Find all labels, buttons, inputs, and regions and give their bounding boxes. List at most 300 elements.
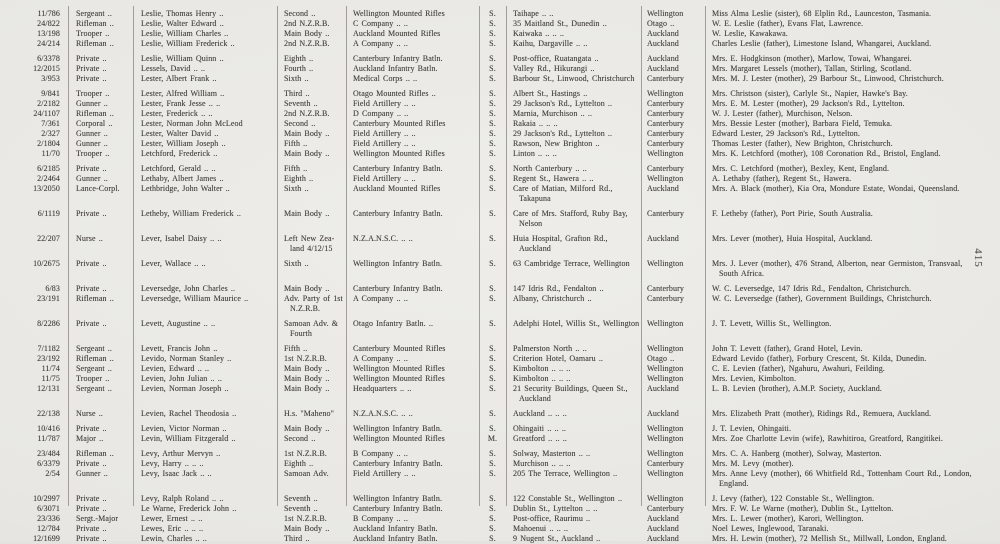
cell-name: Levien, John Julian .. .. (141, 374, 222, 383)
cell-unit: Otago Infantry Batln. .. (353, 319, 434, 328)
cell-draft: Fifth .. (284, 344, 308, 353)
cell-name: Levien, Victor Norman .. (141, 424, 227, 433)
cell-draft: Second .. (284, 9, 316, 18)
cell-name: Leslie, Walter Edward .. (141, 19, 224, 28)
roll-row (18, 504, 985, 514)
cell-unit: D Company .. .. (353, 109, 409, 118)
cell-kin: Edward Lester, 29 Jackson's Rd., Lyttelton. (712, 129, 860, 138)
cell-draft: 2nd N.Z.R.B. (284, 19, 330, 28)
cell-rank: Gunner .. (76, 129, 108, 138)
cell-draft: 2nd N.Z.R.B. (284, 109, 330, 118)
column-divider (479, 6, 480, 506)
cell-serial: 6/3379 (37, 459, 60, 468)
cell-name: Levien, Rachel Theodosia .. (141, 409, 237, 418)
cell-name: Leversedge, John Charles .. (141, 284, 236, 293)
roll-row (18, 354, 985, 364)
cell-serial: 24/214 (37, 39, 60, 48)
cell-draft: Seventh .. (284, 494, 318, 503)
cell-rank: Sergeant .. (76, 364, 112, 373)
cell-rank: Rifleman .. (76, 354, 114, 363)
cell-address: 21 Security Buildings, Queen St., Auckland (513, 384, 628, 403)
cell-kin: Mrs. Levien, Kimbolton. (712, 374, 797, 383)
cell-serial: 2/2464 (37, 174, 60, 183)
cell-letter: S. (489, 164, 496, 173)
cell-serial: 7/361 (41, 119, 60, 128)
cell-address: Kaiwaka .. .. .. (513, 29, 565, 38)
cell-kin: Mrs. Zoe Charlotte Levin (wife), Rawhitiroa, Greatford, Rangitikei. (712, 434, 943, 443)
cell-rank: Private .. (76, 459, 107, 468)
cell-rank: Gunner .. (76, 174, 108, 183)
cell-rank: Private .. (76, 74, 107, 83)
roll-row (18, 209, 985, 229)
row-group (18, 284, 985, 314)
cell-district: Canterbury (647, 139, 684, 148)
cell-kin: W. E. Leslie (father), Evans Flat, Lawrence. (712, 19, 864, 28)
cell-rank: Private .. (76, 209, 107, 218)
roll-row (18, 374, 985, 384)
cell-address: Mahoenui .. .. .. (513, 524, 569, 533)
cell-address: Care of Mrs. Stafford, Ruby Bay, Nelson (513, 209, 628, 228)
cell-district: Auckland (647, 39, 679, 48)
cell-address: Albert St., Hastings .. (513, 89, 588, 98)
cell-serial: 3/953 (41, 74, 60, 83)
cell-district: Auckland (647, 54, 679, 63)
cell-name: Lester, Frederick .. .. (141, 109, 213, 118)
cell-name: Levett, Augustine .. .. (141, 319, 216, 328)
cell-name: Lewer, Ernest .. .. (141, 514, 203, 523)
cell-letter: S. (489, 39, 496, 48)
cell-kin: Thomas Lester (father), New Brighton, Christchurch. (712, 139, 893, 148)
cell-district: Auckland (647, 514, 679, 523)
cell-draft: Samoan Adv. (284, 469, 329, 478)
cell-letter: S. (489, 139, 496, 148)
cell-name: Levido, Norman Stanley .. (141, 354, 232, 363)
cell-district: Canterbury (647, 119, 684, 128)
cell-rank: Gunner .. (76, 99, 108, 108)
cell-address: Kimbolton .. .. .. (513, 364, 571, 373)
cell-kin: Mrs. Margaret Lessels (mother), Tallan, Stirling, Scotland. (712, 64, 912, 73)
cell-letter: S. (489, 259, 496, 268)
cell-rank: Major .. (76, 434, 104, 443)
cell-draft: Seventh .. (284, 504, 318, 513)
cell-draft: 1st N.Z.R.B. (284, 354, 327, 363)
cell-serial: 11/787 (37, 434, 60, 443)
roll-row (18, 29, 985, 39)
row-group (18, 409, 985, 419)
cell-letter: S. (489, 494, 496, 503)
cell-draft: Second .. (284, 119, 316, 128)
cell-letter: S. (489, 384, 496, 393)
cell-serial: 10/416 (37, 424, 60, 433)
cell-serial: 6/3378 (37, 54, 60, 63)
cell-draft: Third .. (284, 534, 310, 543)
cell-serial: 11/74 (41, 364, 60, 373)
cell-draft: H.s. "Maheno" (284, 409, 334, 418)
column-divider (68, 6, 69, 506)
cell-draft: Fifth .. (284, 164, 308, 173)
cell-unit: Field Artillery .. .. (353, 174, 416, 183)
cell-rank: Private .. (76, 424, 107, 433)
cell-kin: Mrs. J. Lever (mother), 476 Strand, Alberton, near Germiston, Transvaal, South Africa. (712, 259, 963, 278)
cell-district: Canterbury (647, 99, 684, 108)
cell-unit: Wellington Infantry Batln. (353, 424, 443, 433)
cell-name: Letchford, Frederick .. (141, 149, 218, 158)
cell-name: Le Warne, Frederick John .. (141, 504, 237, 513)
cell-serial: 12/131 (37, 384, 60, 393)
cell-district: Canterbury (647, 459, 684, 468)
row-group (18, 494, 985, 544)
roll-row (18, 64, 985, 74)
cell-kin: Mrs. F. W. Le Warne (mother), Dublin St., Lyttelton. (712, 504, 894, 513)
cell-letter: S. (489, 319, 496, 328)
cell-unit: B Company .. .. (353, 449, 408, 458)
cell-unit: Field Artillery .. .. (353, 99, 416, 108)
cell-kin: J. T. Levett, Willis St., Wellington. (712, 319, 832, 328)
cell-letter: S. (489, 469, 496, 478)
cell-unit: Medical Corps .. .. (353, 74, 418, 83)
cell-address: Valley Rd., Hikurangi .. (513, 64, 595, 73)
cell-address: 205 The Terrace, Wellington .. (513, 469, 618, 478)
cell-letter: S. (489, 99, 496, 108)
cell-district: Canterbury (647, 294, 684, 303)
column-divider (277, 6, 278, 506)
column-divider (506, 6, 507, 506)
cell-district: Wellington (647, 374, 684, 383)
cell-address: Criterion Hotel, Oamaru .. (513, 354, 604, 363)
cell-kin: J. T. Levien, Ohingaiti. (712, 424, 792, 433)
cell-rank: Rifleman .. (76, 19, 114, 28)
roll-row (18, 259, 985, 279)
cell-address: Rakaia .. .. .. (513, 119, 558, 128)
cell-name: Leslie, William Frederick .. (141, 39, 235, 48)
roll-row (18, 409, 985, 419)
cell-draft: Main Body .. (284, 149, 330, 158)
cell-unit: A Company .. .. (353, 354, 408, 363)
cell-letter: S. (489, 284, 496, 293)
cell-name: Leslie, William Charles .. (141, 29, 229, 38)
roll-row (18, 139, 985, 149)
cell-unit: Wellington Infantry Batln. (353, 494, 443, 503)
cell-draft: 1st N.Z.R.B. (284, 449, 327, 458)
cell-name: Levy, Ralph Roland .. .. (141, 494, 224, 503)
cell-kin: C. E. Levien (father), Ngahuru, Awahuri, Feilding. (712, 364, 885, 373)
cell-address: Taihape .. .. (513, 9, 554, 18)
row-group (18, 209, 985, 229)
cell-address: Adelphi Hotel, Willis St., Wellington (513, 319, 640, 328)
cell-district: Canterbury (647, 209, 684, 218)
cell-serial: 2/1804 (37, 139, 60, 148)
cell-unit: Wellington Mounted Rifles (353, 149, 445, 158)
roll-row (18, 424, 985, 434)
cell-address: 122 Constable St., Wellington .. (513, 494, 623, 503)
cell-unit: Wellington Infantry Batln. (353, 259, 443, 268)
cell-address: 29 Jackson's Rd., Lyttelton .. (513, 99, 613, 108)
row-group (18, 424, 985, 444)
roll-row (18, 294, 985, 314)
cell-address: 9 Nugent St., Auckland .. (513, 534, 601, 543)
cell-serial: 6/83 (45, 284, 60, 293)
cell-letter: S. (489, 524, 496, 533)
cell-kin: Mrs. K. Letchford (mother), 108 Coronation Rd., Bristol, England. (712, 149, 941, 158)
cell-serial: 12/1699 (33, 534, 60, 543)
row-group (18, 234, 985, 254)
roll-row (18, 9, 985, 19)
cell-letter: S. (489, 409, 496, 418)
cell-name: Levy, Isaac Jack .. .. (141, 469, 212, 478)
roll-row (18, 74, 985, 84)
cell-letter: S. (489, 109, 496, 118)
cell-draft: Main Body .. (284, 364, 330, 373)
cell-name: Lever, Wallace .. .. (141, 259, 206, 268)
cell-address: Linton .. .. .. (513, 149, 557, 158)
cell-name: Lethbridge, John Walter .. (141, 184, 230, 193)
cell-unit: A Company .. .. (353, 294, 408, 303)
cell-draft: Left New Zea-land 4/12/15 (284, 234, 335, 253)
cell-kin: Mrs. M. Levy (mother). (712, 459, 794, 468)
cell-name: Lester, Walter David .. (141, 129, 219, 138)
cell-rank: Rifleman .. (76, 39, 114, 48)
cell-unit: Canterbury Infantry Batln. (353, 209, 443, 218)
cell-rank: Nurse .. (76, 409, 103, 418)
cell-letter: S. (489, 119, 496, 128)
roll-row (18, 344, 985, 354)
cell-name: Letchford, Gerald .. .. (141, 164, 216, 173)
cell-serial: 2/54 (45, 469, 60, 478)
column-divider (133, 6, 134, 506)
cell-unit: Otago Mounted Rifles .. (353, 89, 436, 98)
cell-letter: M. (487, 434, 498, 443)
cell-address: Post-office, Ruatangata .. (513, 54, 599, 63)
cell-name: Lester, Frank Jesse .. .. (141, 99, 221, 108)
cell-serial: 22/138 (37, 409, 60, 418)
cell-unit: Field Artillery .. .. (353, 469, 416, 478)
cell-name: Lessels, David .. .. (141, 64, 206, 73)
cell-rank: Private .. (76, 319, 107, 328)
cell-kin: F. Letheby (father), Port Pirie, South Australia. (712, 209, 873, 218)
cell-draft: Fifth .. (284, 139, 308, 148)
cell-draft: 2nd N.Z.R.B. (284, 39, 330, 48)
cell-kin: J. Levy (father), 122 Constable St., Wellington. (712, 494, 875, 503)
cell-name: Levin, William Fitzgerald .. (141, 434, 236, 443)
cell-rank: Trooper .. (76, 374, 110, 383)
cell-district: Wellington (647, 449, 684, 458)
cell-letter: S. (489, 459, 496, 468)
cell-address: Rawson, New Brighton .. (513, 139, 600, 148)
cell-district: Otago .. (647, 19, 675, 28)
cell-serial: 23/336 (37, 514, 60, 523)
cell-rank: Gunner .. (76, 469, 108, 478)
row-group (18, 54, 985, 84)
cell-kin: L. B. Levien (brother), A.M.P. Society, Auckland. (712, 384, 882, 393)
row-group (18, 319, 985, 339)
cell-district: Otago .. (647, 354, 675, 363)
cell-draft: Sixth .. (284, 184, 309, 193)
cell-serial: 11/75 (41, 374, 60, 383)
roll-row (18, 54, 985, 64)
cell-serial: 12/2015 (33, 64, 60, 73)
cell-unit: Wellington Mounted Rifles (353, 434, 445, 443)
cell-name: Lester, Norman John McLeod (141, 119, 243, 128)
roll-row (18, 494, 985, 504)
cell-district: Auckland (647, 409, 679, 418)
cell-name: Leversedge, William Maurice .. (141, 294, 249, 303)
cell-rank: Nurse .. (76, 234, 103, 243)
cell-address: 35 Maitland St., Dunedin .. (513, 19, 607, 28)
cell-rank: Private .. (76, 54, 107, 63)
cell-serial: 7/1182 (37, 344, 60, 353)
cell-district: Auckland (647, 384, 679, 393)
cell-rank: Rifleman .. (76, 449, 114, 458)
cell-serial: 11/70 (41, 149, 60, 158)
cell-unit: Auckland Infantry Batln. (353, 524, 438, 533)
cell-letter: S. (489, 364, 496, 373)
cell-unit: C Company .. .. (353, 19, 408, 28)
cell-address: Regent St., Hawera .. .. (513, 174, 594, 183)
cell-unit: Canterbury Infantry Batln. (353, 504, 443, 513)
cell-serial: 9/841 (41, 89, 60, 98)
cell-letter: S. (489, 374, 496, 383)
cell-district: Auckland (647, 184, 679, 193)
cell-draft: 1st N.Z.R.B. (284, 514, 327, 523)
cell-serial: 23/191 (37, 294, 60, 303)
cell-letter: S. (489, 89, 496, 98)
cell-name: Lewes, Eric .. .. .. (141, 524, 204, 533)
cell-name: Levien, Edward .. .. (141, 364, 210, 373)
cell-letter: S. (489, 54, 496, 63)
roll-row (18, 514, 985, 524)
cell-address: Palmerston North .. .. (513, 344, 587, 353)
column-divider (705, 6, 706, 506)
cell-draft: Main Body .. (284, 424, 330, 433)
cell-address: Greatford .. .. .. (513, 434, 567, 443)
cell-unit: A Company .. .. (353, 39, 408, 48)
column-divider (346, 6, 347, 506)
cell-district: Canterbury (647, 284, 684, 293)
cell-rank: Private .. (76, 284, 107, 293)
cell-draft: Eighth .. (284, 459, 314, 468)
cell-rank: Corporal .. (76, 119, 113, 128)
cell-rank: Sergeant .. (76, 344, 112, 353)
cell-letter: S. (489, 74, 496, 83)
table-rows-container (18, 9, 985, 544)
cell-serial: 11/786 (37, 9, 60, 18)
cell-address: Huia Hospital, Grafton Rd., Auckland (513, 234, 608, 253)
cell-serial: 6/3071 (37, 504, 60, 513)
cell-kin: Mrs. A. Black (mother), Kia Ora, Mondure Estate, Wondai, Queensland. (712, 184, 960, 193)
cell-kin: Mrs. Christson (sister), Carlyle St., Napier, Hawke's Bay. (712, 89, 908, 98)
cell-address: Barbour St., Linwood, Christchurch (513, 74, 635, 83)
cell-letter: S. (489, 64, 496, 73)
cell-unit: Field Artillery .. .. (353, 139, 416, 148)
cell-draft: Sixth .. (284, 259, 309, 268)
cell-district: Wellington (647, 494, 684, 503)
cell-kin: W. C. Leversedge, 147 Idris Rd., Fendalton, Christchurch. (712, 284, 912, 293)
cell-kin: Mrs. Bessie Lester (mother), Barbara Field, Temuka. (712, 119, 893, 128)
cell-unit: Wellington Mounted Rifles (353, 9, 445, 18)
cell-serial: 13/198 (37, 29, 60, 38)
cell-rank: Sergt.-Major (76, 514, 119, 523)
cell-unit: Canterbury Infantry Batln. (353, 164, 443, 173)
cell-rank: Rifleman .. (76, 294, 114, 303)
cell-rank: Private .. (76, 64, 107, 73)
cell-draft: Seventh .. (284, 99, 318, 108)
row-group (18, 449, 985, 489)
cell-district: Wellington (647, 149, 684, 158)
cell-district: Auckland (647, 29, 679, 38)
cell-district: Canterbury (647, 109, 684, 118)
roll-row (18, 39, 985, 49)
cell-unit: Headquarters .. .. (353, 384, 412, 393)
cell-name: Levien, Norman Joseph .. (141, 384, 229, 393)
cell-serial: 8/2286 (37, 319, 60, 328)
cell-unit: Canterbury Infantry Batln. (353, 54, 443, 63)
cell-unit: Auckland Mounted Rifles (353, 184, 441, 193)
cell-district: Wellington (647, 319, 684, 328)
cell-serial: 22/207 (37, 234, 60, 243)
cell-letter: S. (489, 149, 496, 158)
cell-address: Solway, Masterton .. .. (513, 449, 591, 458)
cell-kin: Mrs. C. A. Hanberg (mother), Solway, Masterton. (712, 449, 882, 458)
cell-name: Levy, Harry .. .. .. (141, 459, 204, 468)
row-group (18, 89, 985, 159)
cell-serial: 10/2997 (33, 494, 60, 503)
cell-kin: Mrs. E. Hodgkinson (mother), Marlow, Towai, Whangarei. (712, 54, 912, 63)
cell-kin: Mrs. Elizabeth Pratt (mother), Ridings Rd., Remuera, Auckland. (712, 409, 932, 418)
cell-draft: Main Body .. (284, 384, 330, 393)
cell-letter: S. (489, 129, 496, 138)
cell-address: Auckland .. .. .. (513, 409, 567, 418)
cell-serial: 24/822 (37, 19, 60, 28)
roll-row (18, 149, 985, 159)
cell-name: Letheby, William Frederick .. (141, 209, 241, 218)
cell-letter: S. (489, 424, 496, 433)
cell-address: Kaihu, Dargaville .. .. (513, 39, 588, 48)
roll-row (18, 319, 985, 339)
cell-draft: Main Body .. (284, 284, 330, 293)
cell-serial: 23/484 (37, 449, 60, 458)
cell-name: Lever, Isabel Daisy .. .. (141, 234, 222, 243)
cell-name: Leslie, William Quinn .. (141, 54, 224, 63)
row-group (18, 344, 985, 404)
roll-row (18, 99, 985, 109)
cell-draft: Eighth .. (284, 54, 314, 63)
row-group (18, 259, 985, 279)
cell-kin: Mrs. Lever (mother), Huia Hospital, Auckland. (712, 234, 873, 243)
cell-serial: 6/2185 (37, 164, 60, 173)
cell-letter: S. (489, 174, 496, 183)
cell-kin: A. Lethaby (father), Regent St., Hawera. (712, 174, 852, 183)
roll-row (18, 164, 985, 174)
cell-letter: S. (489, 514, 496, 523)
cell-address: Ohingaiti .. .. .. (513, 424, 567, 433)
cell-rank: Private .. (76, 164, 107, 173)
roll-row (18, 184, 985, 204)
roll-row (18, 119, 985, 129)
cell-name: Leslie, Thomas Henry .. (141, 9, 224, 18)
cell-kin: W. J. Lester (father), Murchison, Nelson. (712, 109, 853, 118)
cell-rank: Trooper .. (76, 89, 110, 98)
cell-address: Kimbolton .. .. .. (513, 374, 571, 383)
cell-rank: Rifleman .. (76, 109, 114, 118)
roll-row (18, 109, 985, 119)
cell-draft: Second .. (284, 434, 316, 443)
cell-letter: S. (489, 294, 496, 303)
cell-rank: Lance-Corpl. (76, 184, 120, 193)
cell-kin: Mrs. C. Letchford (mother), Bexley, Kent, England. (712, 164, 890, 173)
cell-kin: Noel Lewes, Inglewood, Taranaki. (712, 524, 829, 533)
cell-district: Auckland (647, 534, 679, 543)
cell-district: Wellington (647, 174, 684, 183)
